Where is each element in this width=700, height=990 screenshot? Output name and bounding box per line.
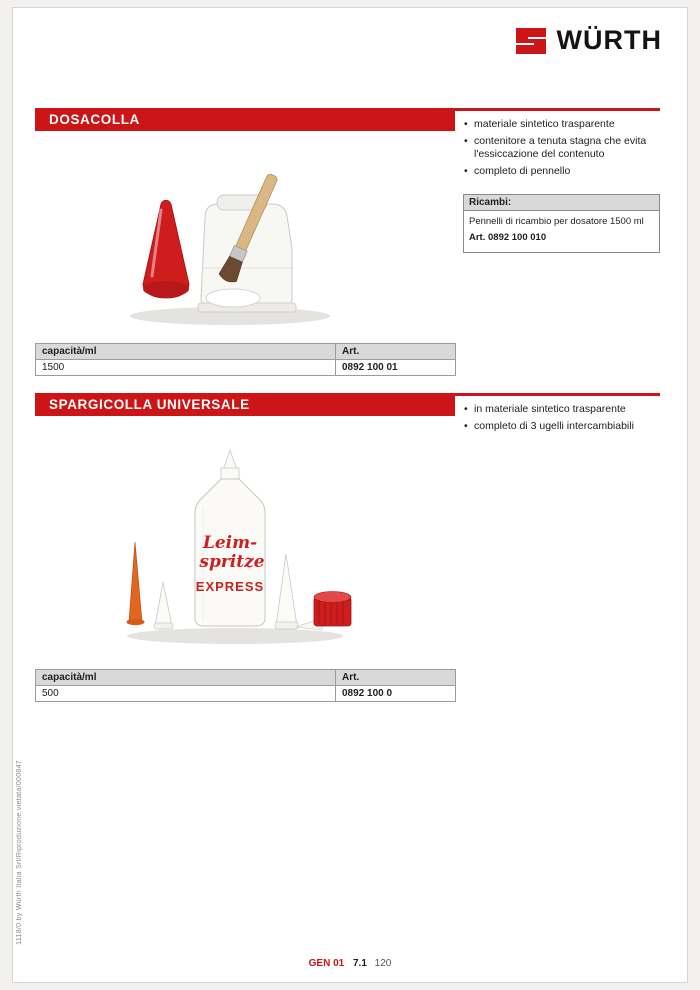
bullet-text: completo di 3 ugelli intercambiabili	[474, 419, 634, 432]
table-row	[36, 360, 456, 376]
ricambi-header: Ricambi:	[464, 195, 659, 211]
bullet-item	[463, 118, 663, 132]
brand-logo	[514, 25, 662, 56]
section-2-title-bar	[35, 393, 455, 416]
section-2-rule	[455, 393, 660, 396]
bullet-text: completo di pennello	[474, 164, 571, 177]
red-cone-cap	[143, 200, 189, 298]
page-footer	[0, 958, 700, 969]
footer-catalog-code: GEN 01	[308, 958, 345, 969]
dispenser-container	[198, 195, 296, 312]
ricambi-body	[464, 211, 659, 252]
art-number: 0892 100 01	[336, 360, 456, 376]
ricambi-art-number: Art. 0892 100 010	[469, 232, 547, 244]
ricambi-box	[463, 194, 660, 253]
section-2-title: SPARGICOLLA UNIVERSALE	[49, 397, 250, 412]
spec-table-spargicolla	[35, 669, 456, 702]
table-row	[36, 686, 456, 702]
section-2-bullets	[463, 403, 663, 436]
capacity-value: 1500	[36, 360, 336, 376]
bullet-item	[463, 135, 663, 162]
column-header-art: Art.	[336, 670, 456, 686]
bullet-item	[463, 165, 663, 179]
section-1-title-bar	[35, 108, 455, 131]
orange-needle-nozzle	[127, 542, 145, 625]
product-image-dosacolla	[105, 146, 350, 336]
ricambi-text: Pennelli di ricambio per dosatore 1500 ml	[469, 216, 644, 227]
bullet-item	[463, 420, 663, 434]
white-nozzle-tall	[275, 554, 298, 629]
white-nozzle-small	[154, 582, 173, 629]
product-image-spargicolla	[100, 436, 365, 656]
red-screw-cap	[314, 592, 351, 627]
table-header-row	[36, 344, 456, 360]
table-header-row	[36, 670, 456, 686]
bullet-text: contenitore a tenuta stagna che evita l'essiccazione del contenuto	[474, 134, 647, 161]
bottle-label-line3: EXPRESS	[195, 579, 265, 594]
bottle-label-line2: spritze	[199, 552, 265, 572]
imprint-vertical-text: 1118/0 by Würth Italia Srl/Riproduzione vietata/000847	[16, 760, 23, 945]
brand-name: WÜRTH	[556, 25, 662, 55]
section-1-title: DOSACOLLA	[49, 112, 140, 127]
bottle-label-line1: Leim-	[202, 533, 258, 553]
column-header-art: Art.	[336, 344, 456, 360]
column-header-capacity: capacità/ml	[36, 344, 336, 360]
column-header-capacity: capacità/ml	[36, 670, 336, 686]
capacity-value: 500	[36, 686, 336, 702]
spec-table-dosacolla	[35, 343, 456, 376]
footer-page-number: 120	[374, 958, 392, 969]
bullet-text: in materiale sintetico trasparente	[474, 403, 626, 415]
shadow	[127, 628, 343, 644]
footer-chapter: 7.1	[352, 958, 367, 969]
bullet-item	[463, 403, 663, 417]
glue-bottle	[195, 450, 265, 626]
wuerth-logo-icon	[514, 27, 548, 55]
art-number: 0892 100 0	[336, 686, 456, 702]
bullet-text: materiale sintetico trasparente	[474, 118, 615, 130]
section-1-bullets	[463, 118, 663, 182]
section-1-rule	[455, 108, 660, 111]
